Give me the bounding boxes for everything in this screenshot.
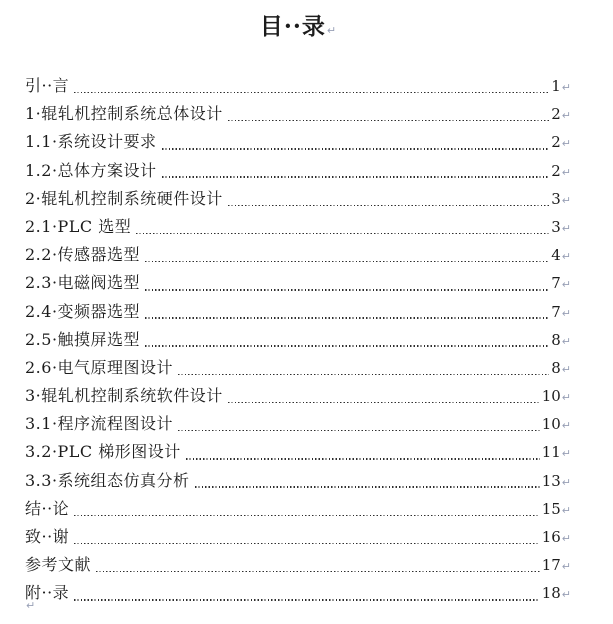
paragraph-return-icon: ↵ [561,532,571,545]
dot-leader [136,233,549,234]
toc-entry[interactable] [25,551,571,579]
toc-entry-page-number: 18 [541,584,561,603]
dot-leader [195,486,540,487]
dot-leader [74,92,549,93]
dot-leader [74,543,540,544]
dot-leader [145,317,549,318]
paragraph-return-icon: ↵ [561,109,571,123]
toc-entry[interactable] [25,298,571,326]
toc-entry[interactable] [25,410,571,438]
dot-leader [228,205,549,206]
paragraph-return-icon: ↵ [561,221,571,235]
toc-entry[interactable] [25,523,571,551]
paragraph-return-icon: ↵ [561,81,571,94]
toc-entry-page-number: 10 [541,415,561,434]
toc-entry-page-number: 4 [551,246,561,265]
toc-entry[interactable] [25,382,571,410]
toc-entry[interactable] [25,241,571,269]
toc-title-text: 目··录 [259,13,326,40]
paragraph-return-icon: ↵ [561,306,571,320]
paragraph-return-icon: ↵ [561,250,571,264]
paragraph-return-icon: ↵ [561,503,571,517]
toc-entry[interactable] [25,467,571,495]
dot-leader [178,374,549,375]
toc-entry-label: 附··录 [25,583,70,603]
paragraph-return-icon: ↵ [561,165,571,179]
toc-entry-page-number: 11 [541,443,561,462]
paragraph-return-icon: ↵ [561,193,571,207]
paragraph-return-icon: ↵ [561,362,571,376]
toc-entry[interactable] [25,579,571,607]
dot-leader [228,402,540,403]
toc-entry-page-number: 2 [551,133,561,152]
paragraph-return-icon: ↵ [561,137,571,151]
paragraph-return-icon: ↵ [326,24,337,37]
toc-entry-label: 1.2·总体方案设计 [25,160,157,180]
toc-entry-label: 3.3·系统组态仿真分析 [25,470,190,490]
toc-entry-page-number: 8 [551,358,561,377]
dot-leader [186,458,540,459]
paragraph-return-icon: ↵ [561,475,571,489]
toc-entry-label: 2.4·变频器选型 [25,301,141,321]
toc-entry-label: 2.1·PLC 选型 [25,216,132,236]
toc-entry-label: 参考文献 [25,555,92,575]
toc-entry-label: 2·辊轧机控制系统硬件设计 [25,188,223,208]
dot-leader [228,120,549,121]
paragraph-return-icon: ↵ [561,588,571,602]
toc-entry-label: 引··言 [25,76,70,95]
toc-entry[interactable] [25,495,571,523]
toc-entry[interactable] [25,157,571,185]
toc-entry-page-number: 13 [541,471,561,490]
toc-entry-page-number: 7 [551,302,561,321]
dot-leader [96,571,540,572]
toc-list [25,72,571,608]
toc-entry[interactable] [25,438,571,466]
dot-leader [74,515,540,516]
toc-entry[interactable] [25,100,571,128]
toc-entry-page-number: 16 [541,528,561,546]
paragraph-return-icon: ↵ [561,560,571,574]
dot-leader [162,176,550,177]
toc-entry-label: 1·辊轧机控制系统总体设计 [25,104,223,124]
toc-entry-label: 1.1·系统设计要求 [25,132,157,152]
toc-entry[interactable] [25,269,571,297]
paragraph-return-icon: ↵ [26,599,36,612]
dot-leader [178,430,540,431]
toc-entry-label: 结··论 [25,498,70,518]
toc-entry-page-number: 7 [551,274,561,293]
toc-entry-page-number: 3 [551,189,561,208]
toc-entry[interactable] [25,72,571,100]
toc-title [25,12,571,46]
toc-entry-page-number: 15 [541,499,561,518]
toc-entry-label: 3·辊轧机控制系统软件设计 [25,386,223,406]
paragraph-return-icon: ↵ [561,447,571,461]
toc-entry-page-number: 1 [551,77,561,95]
paragraph-return-icon: ↵ [561,391,571,405]
dot-leader [145,261,549,262]
toc-entry[interactable] [25,326,571,354]
toc-entry-label: 2.2·传感器选型 [25,245,141,265]
toc-entry-label: 2.6·电气原理图设计 [25,357,174,377]
trailing-paragraph-mark [25,598,35,613]
toc-entry-label: 3.1·程序流程图设计 [25,414,174,434]
dot-leader [162,148,550,149]
toc-entry-label: 致··谢 [25,527,70,546]
paragraph-return-icon: ↵ [561,278,571,292]
dot-leader [145,289,549,290]
toc-entry-page-number: 17 [541,556,561,575]
toc-entry-label: 3.2·PLC 梯形图设计 [25,442,181,462]
paragraph-return-icon: ↵ [561,419,571,433]
dot-leader [145,345,549,346]
toc-entry-page-number: 10 [541,387,561,406]
toc-entry[interactable] [25,354,571,382]
toc-entry-page-number: 8 [551,330,561,349]
toc-entry-label: 2.3·电磁阀选型 [25,273,141,293]
dot-leader [74,599,540,600]
toc-entry-page-number: 3 [551,217,561,236]
paragraph-return-icon: ↵ [561,334,571,348]
toc-entry-page-number: 2 [551,161,561,180]
toc-entry[interactable] [25,185,571,213]
toc-entry[interactable] [25,128,571,156]
toc-entry-label: 2.5·触摸屏选型 [25,329,141,349]
toc-entry[interactable] [25,213,571,241]
toc-entry-page-number: 2 [551,105,561,124]
